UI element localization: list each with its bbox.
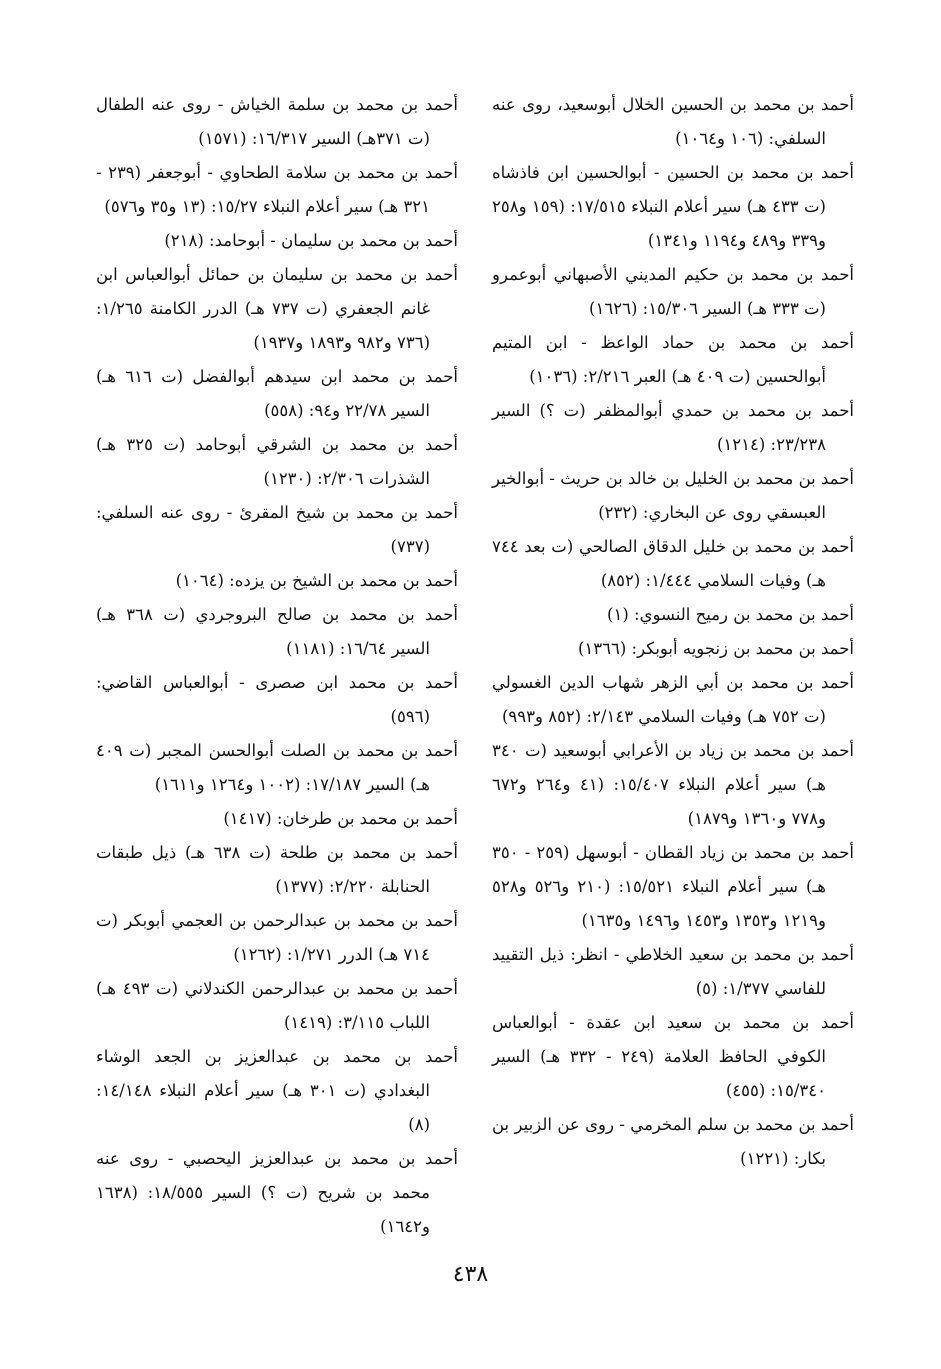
index-column-right <box>492 88 854 1176</box>
index-entry: أحمد بن محمد بن عبدالعزيز بن الجعد الوشاء البغدادي (ت ٣٠١ هـ) سير أعلام النبلاء ١٤/١٤٨: (٨) <box>96 1047 458 1134</box>
index-entry: أحمد بن محمد بن طرخان: (١٤١٧) <box>223 809 458 828</box>
index-entry: أحمد بن محمد بن زياد القطان - أبوسهل (٢٥٩ - ٣٥٠ هـ) سير أعلام النبلاء ١٥/٥٢١: (٢١٠ و٥٢٦ و٥٢٨ و١٢١٩ و١٣٥٣ و١٤٥٣ و١٤٩٦ و١٦٣٥) <box>492 843 854 930</box>
index-entry: أحمد بن محمد بن حمدي أبوالمظفر (ت ؟) السير ٢٣/٢٣٨: (١٢١٤) <box>492 401 854 454</box>
index-entry: أحمد بن محمد بن زنجويه أبوبكر: (١٣٦٦) <box>577 639 854 658</box>
index-column-left <box>96 88 458 1244</box>
index-entry: أحمد بن محمد بن خليل الدقاق الصالحي (ت بعد ٧٤٤ هـ) وفيات السلامي ١/٤٤٤: (٨٥٢) <box>492 537 854 590</box>
index-entry: أحمد بن محمد بن سليمان بن حمائل أبوالعباس ابن غانم الجعفري (ت ٧٣٧ هـ) الدرر الكامنة ١/٢٦٥: (٧٣٦ و٩٨٢ و١٨٩٣ و١٩٣٧) <box>96 265 458 352</box>
index-entry: أحمد بن محمد بن عبدالرحمن بن العجمي أبوبكر (ت ٧١٤ هـ) الدرر ١/٢٧١: (١٢٦٢) <box>96 911 458 964</box>
page-number: ٤٣٨ <box>452 1262 489 1287</box>
index-entry: أحمد بن محمد بن رميح النسوي: (١) <box>607 605 854 624</box>
index-entry: أحمد بن محمد بن الصلت أبوالحسن المجبر (ت ٤٠٩ هـ) السير ١٧/١٨٧: (١٠٠٢ و١٢٦٤ و١٦١١) <box>96 741 458 794</box>
index-entry: أحمد بن محمد بن طلحة (ت ٦٣٨ هـ) ذيل طبقات الحنابلة ٢/٢٢٠: (١٣٧٧) <box>96 843 458 896</box>
index-entry: أحمد بن محمد بن الخليل بن خالد بن حريث - أبوالخير العبسقي روى عن البخاري: (٢٣٢) <box>492 469 854 522</box>
index-entry: أحمد بن محمد بن الشيخ بن يزده: (١٠٦٤) <box>175 571 458 590</box>
index-entry: أحمد بن محمد بن عبدالعزيز اليحصبي - روى عنه محمد بن شريح (ت ؟) السير ١٨/٥٥٥: (١٦٣٨ و١٦٤٢) <box>96 1149 458 1236</box>
index-entry: أحمد بن محمد بن الحسين - أبوالحسين ابن فاذشاه (ت ٤٣٣ هـ) سير أعلام النبلاء ١٧/٥١٥: (١٥٩ و٢٥٨ و٣٣٩ و٤٨٩ و١١٩٤ و١٣٤١) <box>492 163 854 250</box>
index-entry: أحمد بن محمد ابن صصرى - أبوالعباس القاضي: (٥٩٦) <box>96 673 458 726</box>
index-entry: أحمد بن محمد بن شيخ المقرئ - روى عنه السلفي: (٧٣٧) <box>96 503 458 556</box>
index-entry: أحمد بن محمد بن زياد بن الأعرابي أبوسعيد (ت ٣٤٠ هـ) سير أعلام النبلاء ١٥/٤٠٧: (٤١ و٢٦٤ و٦٧٢ و٧٧٨ و١٣٦٠ و١٨٧٩) <box>492 741 854 828</box>
index-entry: أحمد بن محمد بن سلمة الخياش - روى عنه الطفال (ت ٣٧١هـ) السير ١٦/٣١٧: (١٥٧١) <box>96 95 458 148</box>
index-entry: أحمد بن محمد بن سليمان - أبوحامد: (٢١٨) <box>164 231 458 250</box>
index-entry: أحمد بن محمد بن أبي الزهر شهاب الدين الغسولي (ت ٧٥٢ هـ) وفيات السلامي ٢/١٤٣: (٨٥٢ و٩٩٣) <box>492 673 854 726</box>
index-entry: أحمد بن محمد بن سلم المخرمي - روى عن الزبير بن بكار: (١٢٢١) <box>492 1115 854 1168</box>
index-entry: أحمد بن محمد بن حماد الواعظ - ابن المتيم أبوالحسين (ت ٤٠٩ هـ) العبر ٢/٢١٦: (١٠٣٦) <box>492 333 854 386</box>
index-entry: أحمد بن محمد بن الشرقي أبوحامد (ت ٣٢٥ هـ) الشذرات ٢/٣٠٦: (١٢٣٠) <box>96 435 459 488</box>
index-entry: أحمد بن محمد بن صالح البروجردي (ت ٣٦٨ هـ) السير ١٦/٦٤: (١١٨١) <box>96 605 459 658</box>
index-entry: أحمد بن محمد بن سلامة الطحاوي - أبوجعفر (٢٣٩ - ٣٢١ هـ) سير أعلام النبلاء ١٥/٢٧: (١٣ و٣٥ و٥٧٦) <box>96 163 458 216</box>
index-entry: أحمد بن محمد بن الحسين الخلال أبوسعيد، روى عنه السلفي: (١٠٦ و١٠٦٤) <box>492 95 854 148</box>
index-entry: أحمد بن محمد بن حكيم المديني الأصبهاني أبوعمرو (ت ٣٣٣ هـ) السير ١٥/٣٠٦: (١٦٢٦) <box>492 265 854 318</box>
index-entry: أحمد بن محمد بن سعيد الخلاطي - انظر: ذيل التقييد للفاسي ١/٣٧٧: (٥) <box>492 945 854 998</box>
index-entry: أحمد بن محمد ابن سيدهم أبوالفضل (ت ٦١٦ هـ) السير ٢٢/٧٨ و٩٤: (٥٥٨) <box>96 367 459 420</box>
index-entry: أحمد بن محمد بن سعيد ابن عقدة - أبوالعباس الكوفي الحافظ العلامة (٢٤٩ - ٣٣٢ هـ) السير ١٥/٣٤٠: (٤٥٥) <box>492 1013 854 1100</box>
index-entry: أحمد بن محمد بن عبدالرحمن الكندلاني (ت ٤٩٣ هـ) اللباب ٣/١١٥: (١٤١٩) <box>96 979 459 1032</box>
